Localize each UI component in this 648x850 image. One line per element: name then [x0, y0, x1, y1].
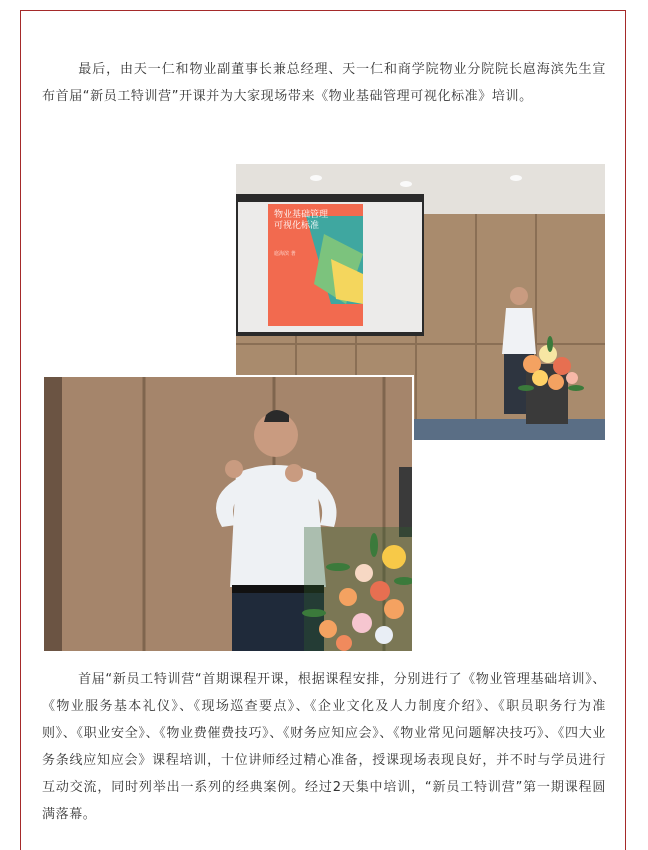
- speaker-photo: [42, 375, 414, 653]
- article-paragraph-2: [42, 666, 606, 828]
- paragraph-2-text: 首届“新员工特训营“首期课程开课，根据课程安排，分别进行了《物业管理基础培训》、《物业服务基本礼仪》、《现场巡查要点》、《企业文化及人力制度介绍》、《职员职务行为准则》、《职业安全》、《物业费催费技巧》、《财务应知应会》、《物业常见问题解决技巧》、《四大业务条线应知应会》课程培训，十位讲师经过精心准备，授课现场表现良好，并不时与学员进行互动交流，同时列举出一系列的经典案例。经过2天集中培训，“新员工特训营”第一期课程圆满落幕。: [42, 672, 606, 822]
- slide-title: [274, 210, 334, 232]
- slide-title-line-2: 可视化标准: [274, 221, 320, 231]
- speaker-scene: [44, 377, 412, 651]
- article-paragraph-1: [42, 56, 606, 110]
- paragraph-1-text: 最后，由天一仁和物业副董事长兼总经理、天一仁和商学院物业分院院长扈海滨先生宣布首届“新员工特训营”开课并为大家现场带来《物业基础管理可视化标准》培训。: [42, 62, 606, 104]
- slide-author: 扈海滨 著: [274, 251, 296, 257]
- slide-title-line-1: 物业基础管理: [274, 210, 329, 220]
